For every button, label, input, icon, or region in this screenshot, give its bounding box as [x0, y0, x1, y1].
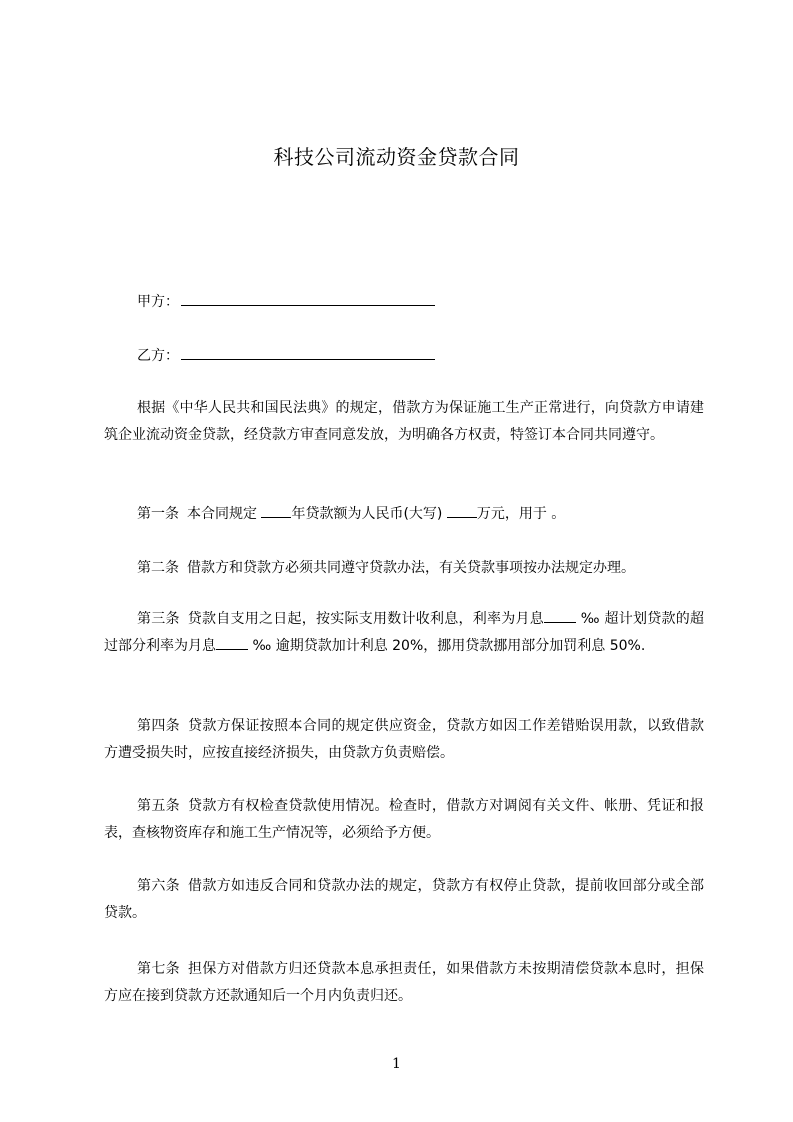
- article-3-text-3: ‰ 逾期贷款加计利息 20%，挪用贷款挪用部分加罚利息 50%.: [252, 638, 646, 654]
- preamble-paragraph: 根据《中华人民共和国民法典》的规定，借款方为保证施工生产正常进行，向贷款方申请建筑企业流动资金贷款，经贷款方审查同意发放，为明确各方权责，特签订本合同共同遵守。: [104, 400, 704, 443]
- article-3-label: 第三条: [137, 611, 180, 627]
- article-5: [104, 793, 704, 847]
- article-6-text: 借款方如违反合同和贷款办法的规定，贷款方有权停止贷款，提前收回部分或全部贷款。: [104, 878, 705, 921]
- article-2: [104, 555, 704, 582]
- article-1-blank-year: [261, 505, 291, 518]
- article-6-label: 第六条: [137, 878, 181, 894]
- article-4-text: 贷款方保证按照本合同的规定供应资金，贷款方如因工作差错贻误用款，以致借款方遭受损失时，应按直接经济损失，由贷款方负责赔偿。: [104, 718, 705, 761]
- article-5-text: 贷款方有权检查贷款使用情况。检查时，借款方对调阅有关文件、帐册、凭证和报表，查核物资库存和施工生产情况等，必须给予方便。: [104, 798, 705, 841]
- document-title: 科技公司流动资金贷款合同: [273, 145, 520, 169]
- party-b-blank: [181, 345, 435, 360]
- party-a-blank: [181, 291, 435, 306]
- page-number: 1: [392, 1056, 401, 1072]
- article-3-text-1: 贷款自支用之日起，按实际支用数计收利息，利率为月息: [187, 611, 545, 627]
- article-1: [104, 501, 704, 528]
- article-4-label: 第四条: [137, 718, 181, 734]
- party-a-line: [137, 291, 435, 312]
- party-b-line: [137, 345, 435, 366]
- party-a-label: 甲方：: [137, 294, 179, 310]
- article-1-blank-amount: [447, 505, 477, 518]
- article-1-label: 第一条: [137, 506, 179, 522]
- article-3-blank-over-rate: [216, 637, 248, 650]
- article-7-label: 第七条: [137, 961, 181, 977]
- article-6: [104, 873, 704, 927]
- article-3-blank-rate: [544, 610, 576, 623]
- article-7-text: 担保方对借款方归还贷款本息承担责任，如果借款方未按期清偿贷款本息时，担保方应在接到贷款方还款通知后一个月内负责归还。: [104, 961, 705, 1004]
- article-1-text-2: 年贷款额为人民币(大写): [291, 506, 443, 522]
- article-3: [104, 606, 704, 660]
- article-2-label: 第二条: [137, 560, 179, 576]
- article-3-text-2: ‰ 超计划贷款的超过部分利率为月息: [104, 611, 704, 654]
- article-5-label: 第五条: [137, 798, 181, 814]
- article-1-text-1: 本合同规定: [187, 506, 257, 522]
- article-1-text-3: 万元，用于 。: [476, 506, 566, 522]
- article-2-text: 借款方和贷款方必须共同遵守贷款办法，有关贷款事项按办法规定办理。: [187, 560, 635, 576]
- article-7: [104, 956, 704, 1010]
- article-4: [104, 713, 704, 767]
- party-b-label: 乙方：: [137, 348, 179, 364]
